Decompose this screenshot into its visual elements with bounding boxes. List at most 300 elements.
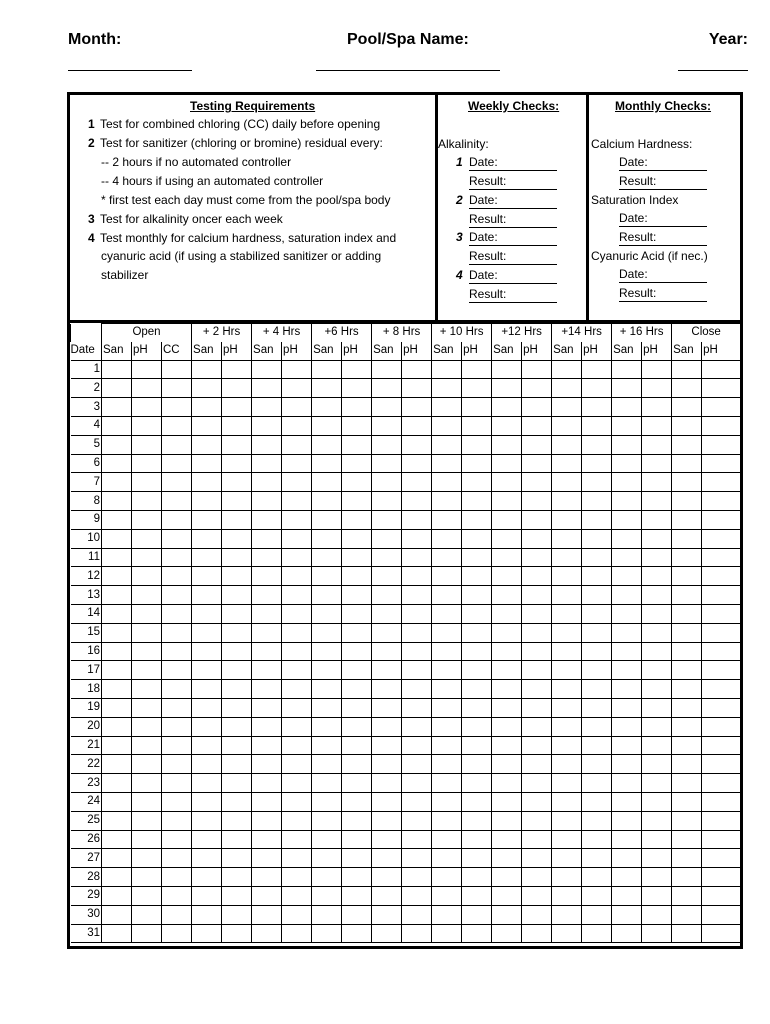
- reading-cell[interactable]: [282, 454, 312, 473]
- reading-cell[interactable]: [702, 811, 741, 830]
- reading-cell[interactable]: [222, 492, 252, 511]
- reading-cell[interactable]: [222, 473, 252, 492]
- reading-cell[interactable]: [372, 755, 402, 774]
- reading-cell[interactable]: [642, 623, 672, 642]
- reading-cell[interactable]: [132, 680, 162, 699]
- weekly-date-field[interactable]: Date:: [469, 193, 557, 209]
- reading-cell[interactable]: [342, 510, 372, 529]
- reading-cell[interactable]: [702, 661, 741, 680]
- reading-cell[interactable]: [492, 454, 522, 473]
- reading-cell[interactable]: [132, 586, 162, 605]
- reading-cell[interactable]: [522, 792, 552, 811]
- reading-cell[interactable]: [612, 435, 642, 454]
- reading-cell[interactable]: [342, 586, 372, 605]
- reading-cell[interactable]: [222, 849, 252, 868]
- reading-cell[interactable]: [552, 623, 582, 642]
- reading-cell[interactable]: [432, 548, 462, 567]
- reading-cell[interactable]: [132, 905, 162, 924]
- reading-cell[interactable]: [522, 510, 552, 529]
- reading-cell[interactable]: [342, 567, 372, 586]
- reading-cell[interactable]: [462, 755, 492, 774]
- reading-cell[interactable]: [432, 755, 462, 774]
- reading-cell[interactable]: [342, 924, 372, 943]
- reading-cell[interactable]: [642, 774, 672, 793]
- reading-cell[interactable]: [222, 830, 252, 849]
- reading-cell[interactable]: [342, 454, 372, 473]
- reading-cell[interactable]: [702, 454, 741, 473]
- reading-cell[interactable]: [132, 755, 162, 774]
- reading-cell[interactable]: [642, 567, 672, 586]
- reading-cell[interactable]: [282, 755, 312, 774]
- reading-cell[interactable]: [342, 792, 372, 811]
- reading-cell[interactable]: [492, 736, 522, 755]
- reading-cell[interactable]: [582, 379, 612, 398]
- reading-cell[interactable]: [132, 492, 162, 511]
- reading-cell[interactable]: [282, 811, 312, 830]
- reading-cell[interactable]: [582, 586, 612, 605]
- reading-cell[interactable]: [702, 623, 741, 642]
- reading-cell[interactable]: [192, 642, 222, 661]
- reading-cell[interactable]: [252, 736, 282, 755]
- weekly-date-field[interactable]: Date:: [469, 268, 557, 284]
- reading-cell[interactable]: [582, 435, 612, 454]
- reading-cell[interactable]: [312, 510, 342, 529]
- reading-cell[interactable]: [462, 454, 492, 473]
- reading-cell[interactable]: [522, 698, 552, 717]
- reading-cell[interactable]: [342, 548, 372, 567]
- reading-cell[interactable]: [402, 811, 432, 830]
- reading-cell[interactable]: [372, 567, 402, 586]
- reading-cell[interactable]: [312, 416, 342, 435]
- reading-cell[interactable]: [132, 830, 162, 849]
- reading-cell[interactable]: [702, 398, 741, 417]
- reading-cell[interactable]: [702, 792, 741, 811]
- reading-cell[interactable]: [402, 755, 432, 774]
- reading-cell[interactable]: [372, 830, 402, 849]
- reading-cell[interactable]: [162, 830, 192, 849]
- reading-cell[interactable]: [192, 661, 222, 680]
- reading-cell[interactable]: [552, 924, 582, 943]
- reading-cell[interactable]: [462, 586, 492, 605]
- reading-cell[interactable]: [192, 586, 222, 605]
- reading-cell[interactable]: [192, 454, 222, 473]
- reading-cell[interactable]: [432, 849, 462, 868]
- reading-cell[interactable]: [372, 905, 402, 924]
- reading-cell[interactable]: [222, 886, 252, 905]
- reading-cell[interactable]: [402, 792, 432, 811]
- reading-cell[interactable]: [432, 680, 462, 699]
- reading-cell[interactable]: [522, 717, 552, 736]
- reading-cell[interactable]: [702, 774, 741, 793]
- reading-cell[interactable]: [252, 492, 282, 511]
- reading-cell[interactable]: [492, 398, 522, 417]
- monthly-date-field[interactable]: [619, 211, 707, 227]
- reading-cell[interactable]: [432, 811, 462, 830]
- reading-cell[interactable]: [702, 604, 741, 623]
- reading-cell[interactable]: [522, 360, 552, 379]
- reading-cell[interactable]: [222, 924, 252, 943]
- weekly-date-field[interactable]: Date:: [469, 155, 557, 171]
- reading-cell[interactable]: [522, 849, 552, 868]
- reading-cell[interactable]: [162, 642, 192, 661]
- reading-cell[interactable]: [462, 868, 492, 887]
- reading-cell[interactable]: [102, 360, 132, 379]
- reading-cell[interactable]: [342, 398, 372, 417]
- reading-cell[interactable]: [102, 736, 132, 755]
- reading-cell[interactable]: [132, 604, 162, 623]
- reading-cell[interactable]: [162, 811, 192, 830]
- reading-cell[interactable]: [552, 886, 582, 905]
- reading-cell[interactable]: [642, 905, 672, 924]
- reading-cell[interactable]: [522, 736, 552, 755]
- reading-cell[interactable]: [132, 736, 162, 755]
- reading-cell[interactable]: [162, 435, 192, 454]
- reading-cell[interactable]: [462, 567, 492, 586]
- reading-cell[interactable]: [192, 774, 222, 793]
- reading-cell[interactable]: [612, 529, 642, 548]
- reading-cell[interactable]: [102, 680, 132, 699]
- reading-cell[interactable]: [192, 548, 222, 567]
- reading-cell[interactable]: [252, 473, 282, 492]
- reading-cell[interactable]: [102, 510, 132, 529]
- reading-cell[interactable]: [222, 416, 252, 435]
- reading-cell[interactable]: [432, 510, 462, 529]
- reading-cell[interactable]: [162, 510, 192, 529]
- reading-cell[interactable]: [462, 680, 492, 699]
- reading-cell[interactable]: [312, 567, 342, 586]
- reading-cell[interactable]: [432, 567, 462, 586]
- reading-cell[interactable]: [282, 774, 312, 793]
- reading-cell[interactable]: [102, 811, 132, 830]
- reading-cell[interactable]: [342, 717, 372, 736]
- reading-cell[interactable]: [552, 379, 582, 398]
- reading-cell[interactable]: [432, 435, 462, 454]
- reading-cell[interactable]: [372, 548, 402, 567]
- reading-cell[interactable]: [282, 398, 312, 417]
- year-field[interactable]: [678, 70, 748, 71]
- reading-cell[interactable]: [492, 567, 522, 586]
- reading-cell[interactable]: [192, 360, 222, 379]
- reading-cell[interactable]: [642, 680, 672, 699]
- reading-cell[interactable]: [162, 586, 192, 605]
- reading-cell[interactable]: [582, 774, 612, 793]
- reading-cell[interactable]: [252, 567, 282, 586]
- reading-cell[interactable]: [162, 774, 192, 793]
- reading-cell[interactable]: [162, 454, 192, 473]
- reading-cell[interactable]: [102, 604, 132, 623]
- reading-cell[interactable]: [192, 717, 222, 736]
- reading-cell[interactable]: [252, 924, 282, 943]
- reading-cell[interactable]: [222, 548, 252, 567]
- reading-cell[interactable]: [672, 830, 702, 849]
- reading-cell[interactable]: [222, 792, 252, 811]
- reading-cell[interactable]: [132, 416, 162, 435]
- reading-cell[interactable]: [492, 905, 522, 924]
- reading-cell[interactable]: [462, 698, 492, 717]
- reading-cell[interactable]: [522, 379, 552, 398]
- month-field[interactable]: [68, 70, 192, 71]
- reading-cell[interactable]: [672, 849, 702, 868]
- reading-cell[interactable]: [492, 435, 522, 454]
- reading-cell[interactable]: [282, 736, 312, 755]
- reading-cell[interactable]: [342, 473, 372, 492]
- reading-cell[interactable]: [282, 905, 312, 924]
- reading-cell[interactable]: [312, 586, 342, 605]
- reading-cell[interactable]: [672, 623, 702, 642]
- reading-cell[interactable]: [612, 924, 642, 943]
- reading-cell[interactable]: [522, 755, 552, 774]
- reading-cell[interactable]: [432, 642, 462, 661]
- reading-cell[interactable]: [702, 435, 741, 454]
- reading-cell[interactable]: [432, 529, 462, 548]
- reading-cell[interactable]: [192, 680, 222, 699]
- reading-cell[interactable]: [492, 868, 522, 887]
- reading-cell[interactable]: [612, 905, 642, 924]
- reading-cell[interactable]: [132, 529, 162, 548]
- reading-cell[interactable]: [372, 473, 402, 492]
- reading-cell[interactable]: [432, 379, 462, 398]
- reading-cell[interactable]: [492, 604, 522, 623]
- reading-cell[interactable]: [252, 698, 282, 717]
- reading-cell[interactable]: [252, 905, 282, 924]
- weekly-result-field[interactable]: Result:: [469, 174, 557, 190]
- reading-cell[interactable]: [522, 586, 552, 605]
- reading-cell[interactable]: [252, 416, 282, 435]
- reading-cell[interactable]: [282, 604, 312, 623]
- reading-cell[interactable]: [552, 454, 582, 473]
- reading-cell[interactable]: [162, 698, 192, 717]
- reading-cell[interactable]: [402, 736, 432, 755]
- monthly-date-field[interactable]: [619, 155, 707, 171]
- reading-cell[interactable]: [402, 492, 432, 511]
- reading-cell[interactable]: [432, 792, 462, 811]
- reading-cell[interactable]: [312, 548, 342, 567]
- reading-cell[interactable]: [372, 529, 402, 548]
- reading-cell[interactable]: [312, 661, 342, 680]
- reading-cell[interactable]: [222, 680, 252, 699]
- reading-cell[interactable]: [162, 868, 192, 887]
- reading-cell[interactable]: [342, 811, 372, 830]
- reading-cell[interactable]: [612, 398, 642, 417]
- reading-cell[interactable]: [552, 717, 582, 736]
- reading-cell[interactable]: [402, 868, 432, 887]
- reading-cell[interactable]: [162, 924, 192, 943]
- reading-cell[interactable]: [612, 774, 642, 793]
- reading-cell[interactable]: [312, 473, 342, 492]
- reading-cell[interactable]: [312, 736, 342, 755]
- reading-cell[interactable]: [522, 680, 552, 699]
- reading-cell[interactable]: [312, 905, 342, 924]
- reading-cell[interactable]: [402, 398, 432, 417]
- reading-cell[interactable]: [312, 792, 342, 811]
- reading-cell[interactable]: [312, 680, 342, 699]
- reading-cell[interactable]: [672, 473, 702, 492]
- weekly-result-field[interactable]: Result:: [469, 212, 557, 228]
- reading-cell[interactable]: [582, 680, 612, 699]
- reading-cell[interactable]: [342, 435, 372, 454]
- reading-cell[interactable]: [612, 548, 642, 567]
- reading-cell[interactable]: [582, 924, 612, 943]
- reading-cell[interactable]: [462, 905, 492, 924]
- reading-cell[interactable]: [642, 642, 672, 661]
- reading-cell[interactable]: [402, 567, 432, 586]
- reading-cell[interactable]: [642, 454, 672, 473]
- reading-cell[interactable]: [582, 792, 612, 811]
- reading-cell[interactable]: [612, 698, 642, 717]
- reading-cell[interactable]: [372, 680, 402, 699]
- reading-cell[interactable]: [702, 755, 741, 774]
- reading-cell[interactable]: [222, 510, 252, 529]
- reading-cell[interactable]: [132, 811, 162, 830]
- reading-cell[interactable]: [192, 736, 222, 755]
- reading-cell[interactable]: [492, 529, 522, 548]
- reading-cell[interactable]: [222, 567, 252, 586]
- reading-cell[interactable]: [462, 379, 492, 398]
- reading-cell[interactable]: [402, 905, 432, 924]
- reading-cell[interactable]: [372, 435, 402, 454]
- reading-cell[interactable]: [612, 792, 642, 811]
- reading-cell[interactable]: [582, 661, 612, 680]
- reading-cell[interactable]: [402, 698, 432, 717]
- reading-cell[interactable]: [162, 416, 192, 435]
- reading-cell[interactable]: [162, 492, 192, 511]
- reading-cell[interactable]: [402, 886, 432, 905]
- weekly-date-field[interactable]: Date:: [469, 230, 557, 246]
- reading-cell[interactable]: [642, 698, 672, 717]
- reading-cell[interactable]: [432, 473, 462, 492]
- reading-cell[interactable]: [612, 473, 642, 492]
- reading-cell[interactable]: [132, 792, 162, 811]
- reading-cell[interactable]: [552, 548, 582, 567]
- reading-cell[interactable]: [582, 811, 612, 830]
- reading-cell[interactable]: [582, 398, 612, 417]
- reading-cell[interactable]: [372, 360, 402, 379]
- reading-cell[interactable]: [702, 567, 741, 586]
- reading-cell[interactable]: [522, 924, 552, 943]
- reading-cell[interactable]: [612, 661, 642, 680]
- reading-cell[interactable]: [192, 604, 222, 623]
- reading-cell[interactable]: [192, 623, 222, 642]
- reading-cell[interactable]: [552, 435, 582, 454]
- reading-cell[interactable]: [492, 792, 522, 811]
- reading-cell[interactable]: [312, 435, 342, 454]
- reading-cell[interactable]: [252, 792, 282, 811]
- reading-cell[interactable]: [372, 398, 402, 417]
- reading-cell[interactable]: [642, 379, 672, 398]
- reading-cell[interactable]: [132, 886, 162, 905]
- reading-cell[interactable]: [492, 642, 522, 661]
- reading-cell[interactable]: [702, 416, 741, 435]
- reading-cell[interactable]: [312, 492, 342, 511]
- reading-cell[interactable]: [342, 905, 372, 924]
- reading-cell[interactable]: [582, 604, 612, 623]
- reading-cell[interactable]: [522, 868, 552, 887]
- reading-cell[interactable]: [462, 774, 492, 793]
- reading-cell[interactable]: [132, 454, 162, 473]
- reading-cell[interactable]: [252, 435, 282, 454]
- reading-cell[interactable]: [102, 454, 132, 473]
- reading-cell[interactable]: [552, 661, 582, 680]
- reading-cell[interactable]: [582, 642, 612, 661]
- reading-cell[interactable]: [432, 586, 462, 605]
- reading-cell[interactable]: [192, 868, 222, 887]
- reading-cell[interactable]: [222, 529, 252, 548]
- reading-cell[interactable]: [372, 717, 402, 736]
- reading-cell[interactable]: [102, 548, 132, 567]
- reading-cell[interactable]: [192, 886, 222, 905]
- reading-cell[interactable]: [522, 830, 552, 849]
- reading-cell[interactable]: [702, 529, 741, 548]
- reading-cell[interactable]: [222, 905, 252, 924]
- reading-cell[interactable]: [402, 774, 432, 793]
- reading-cell[interactable]: [702, 586, 741, 605]
- reading-cell[interactable]: [552, 774, 582, 793]
- reading-cell[interactable]: [102, 642, 132, 661]
- reading-cell[interactable]: [552, 642, 582, 661]
- reading-cell[interactable]: [552, 849, 582, 868]
- reading-cell[interactable]: [432, 623, 462, 642]
- reading-cell[interactable]: [252, 811, 282, 830]
- reading-cell[interactable]: [192, 905, 222, 924]
- reading-cell[interactable]: [552, 680, 582, 699]
- reading-cell[interactable]: [582, 416, 612, 435]
- reading-cell[interactable]: [552, 360, 582, 379]
- reading-cell[interactable]: [282, 529, 312, 548]
- reading-cell[interactable]: [642, 360, 672, 379]
- reading-cell[interactable]: [702, 379, 741, 398]
- reading-cell[interactable]: [372, 586, 402, 605]
- reading-cell[interactable]: [312, 717, 342, 736]
- reading-cell[interactable]: [402, 416, 432, 435]
- reading-cell[interactable]: [342, 642, 372, 661]
- reading-cell[interactable]: [492, 586, 522, 605]
- reading-cell[interactable]: [462, 811, 492, 830]
- reading-cell[interactable]: [132, 623, 162, 642]
- reading-cell[interactable]: [522, 454, 552, 473]
- reading-cell[interactable]: [162, 736, 192, 755]
- reading-cell[interactable]: [102, 774, 132, 793]
- reading-cell[interactable]: [282, 586, 312, 605]
- reading-cell[interactable]: [492, 755, 522, 774]
- reading-cell[interactable]: [192, 755, 222, 774]
- reading-cell[interactable]: [312, 849, 342, 868]
- reading-cell[interactable]: [702, 548, 741, 567]
- reading-cell[interactable]: [672, 642, 702, 661]
- monthly-result-field[interactable]: Result:: [619, 174, 707, 190]
- reading-cell[interactable]: [612, 454, 642, 473]
- reading-cell[interactable]: [162, 548, 192, 567]
- reading-cell[interactable]: [702, 642, 741, 661]
- reading-cell[interactable]: [132, 849, 162, 868]
- reading-cell[interactable]: [132, 510, 162, 529]
- reading-cell[interactable]: [522, 642, 552, 661]
- reading-cell[interactable]: [582, 717, 612, 736]
- reading-cell[interactable]: [162, 717, 192, 736]
- reading-cell[interactable]: [462, 830, 492, 849]
- reading-cell[interactable]: [162, 886, 192, 905]
- reading-cell[interactable]: [582, 830, 612, 849]
- reading-cell[interactable]: [252, 886, 282, 905]
- reading-cell[interactable]: [402, 586, 432, 605]
- reading-cell[interactable]: [552, 510, 582, 529]
- reading-cell[interactable]: [432, 604, 462, 623]
- reading-cell[interactable]: [642, 416, 672, 435]
- reading-cell[interactable]: [192, 830, 222, 849]
- reading-cell[interactable]: [132, 924, 162, 943]
- reading-cell[interactable]: [282, 416, 312, 435]
- reading-cell[interactable]: [312, 454, 342, 473]
- reading-cell[interactable]: [522, 774, 552, 793]
